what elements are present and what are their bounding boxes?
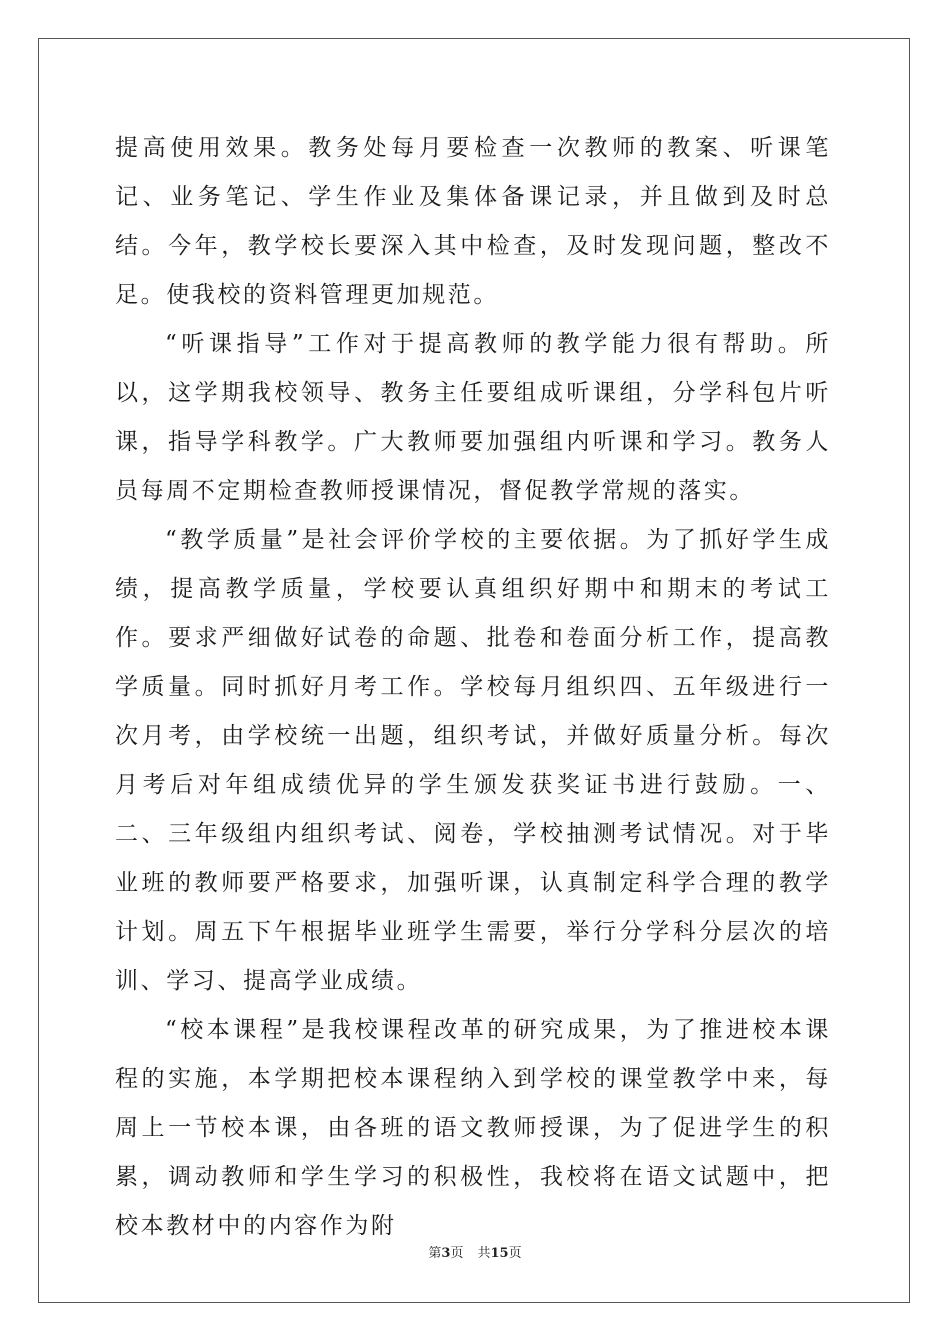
paragraph-3: “教学质量”是社会评价学校的主要依据。为了抓好学生成绩，提高教学质量，学校要认真组织好期中和期末的考试工作。要求严细做好试卷的命题、批卷和卷面分析工作，提高教学质量。同时抓好月考工作。学校每月组织四、五年级进行一次月考，由学校统一出题，组织考试，并做好质量分析。每次月考后对年组成绩优异的学生颁发获奖证书进行鼓励。一、二、三年级组内组织考试、阅卷，学校抽测考试情况。对于毕业班的教师要严格要求，加强听课，认真制定科学合理的教学计划。周五下午根据毕业班学生需要，举行分学科分层次的培训、学习、提高学业成绩。 xyxy=(115,527,831,994)
document-body xyxy=(115,124,831,1251)
paragraph-4: “校本课程”是我校课程改革的研究成果，为了推进校本课程的实施，本学期把校本课程纳入到学校的课堂教学中来，每周上一节校本课，由各班的语文教师授课，为了促进学生的积累，调动教师和学生学习的积极性，我校将在语文试题中，把校本教材中的内容作为附 xyxy=(115,1017,831,1239)
total-prefix: 共 xyxy=(477,1246,491,1261)
page-prefix: 第 xyxy=(428,1246,442,1261)
paragraph-1: 提高使用效果。教务处每月要检查一次教师的教案、听课笔记、业务笔记、学生作业及集体备课记录，并且做到及时总结。今年，教学校长要深入其中检查，及时发现问题，整改不足。使我校的资料管理更加规范。 xyxy=(115,135,831,308)
page-suffix: 页 xyxy=(450,1246,464,1261)
total-suffix: 页 xyxy=(508,1246,522,1261)
page-footer xyxy=(0,1245,950,1263)
paragraph-2: “听课指导”工作对于提高教师的教学能力很有帮助。所以，这学期我校领导、教务主任要组成听课组，分学科包片听课，指导学科教学。广大教师要加强组内听课和学习。教务人员每周不定期检查教师授课情况，督促教学常规的落实。 xyxy=(115,331,831,504)
total-pages: 15 xyxy=(490,1246,509,1261)
page-number: 3 xyxy=(441,1246,451,1261)
